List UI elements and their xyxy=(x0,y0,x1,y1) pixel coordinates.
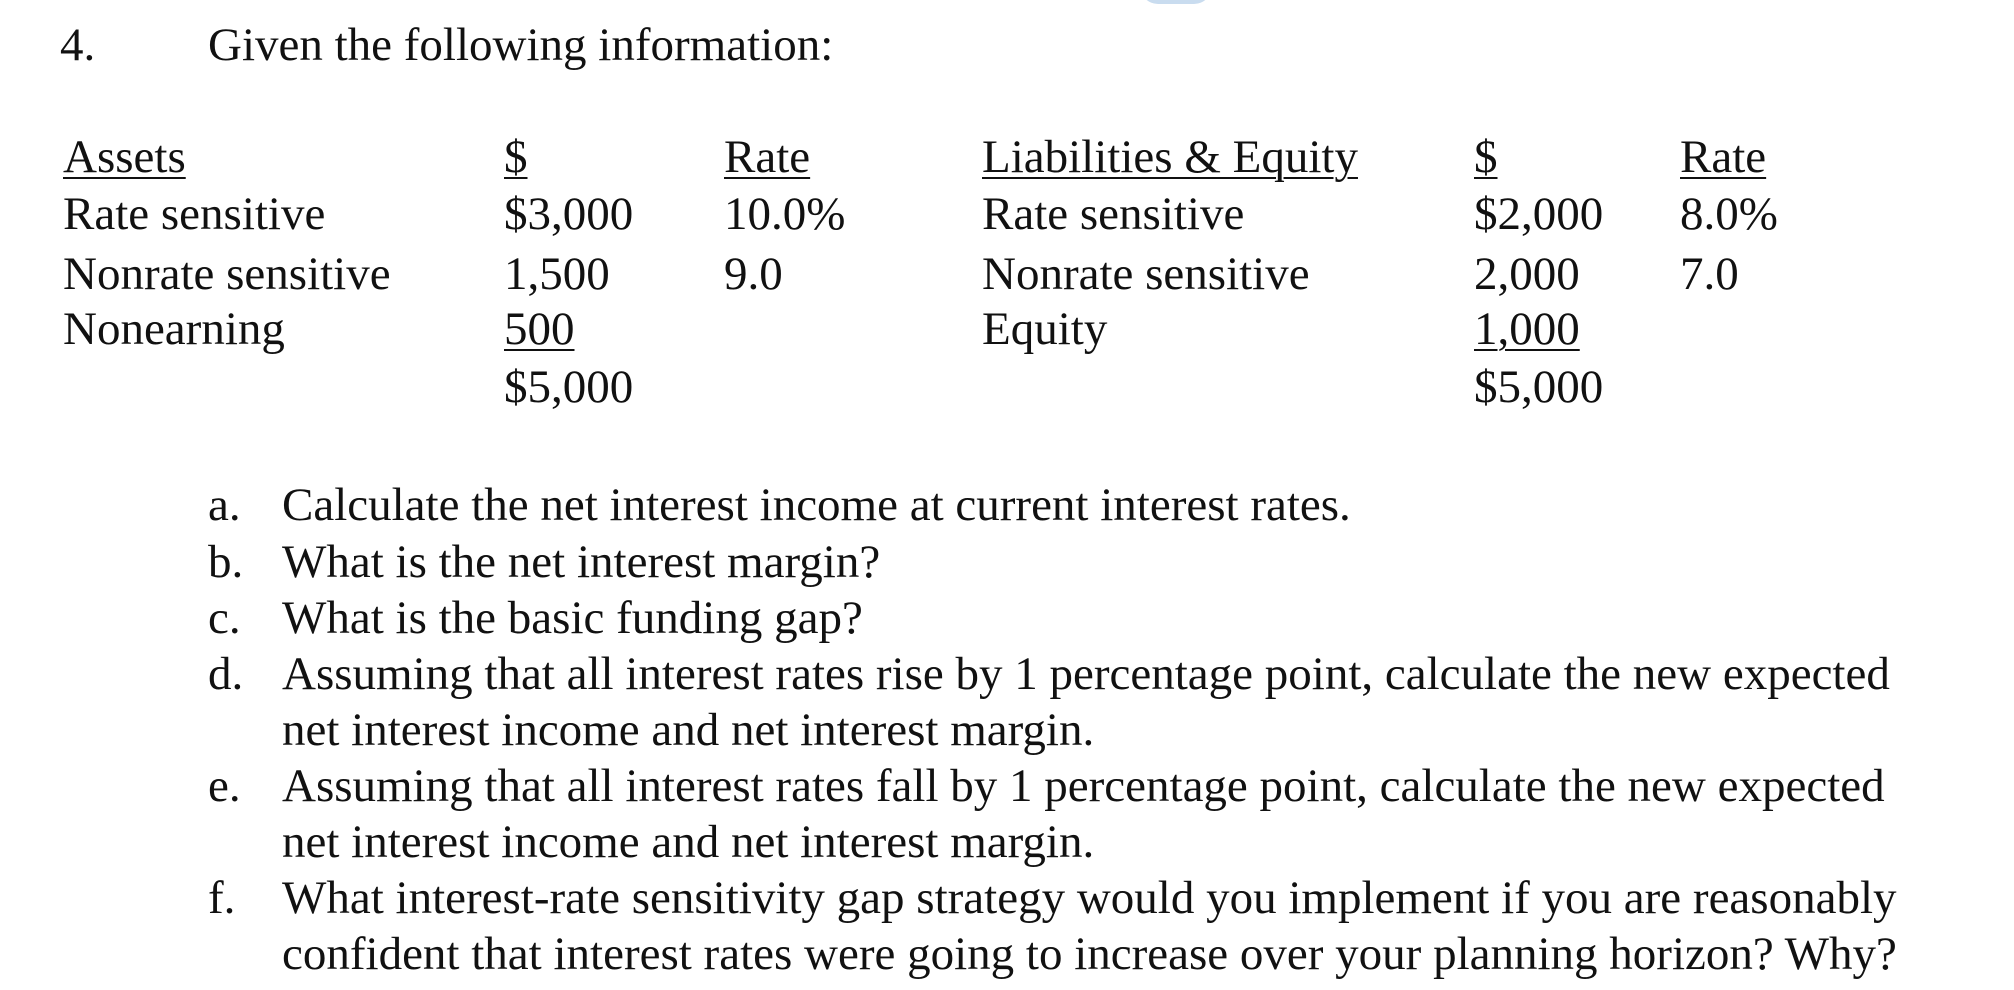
liabilities-row-label: Nonrate sensitive xyxy=(982,248,1310,300)
liabilities-row-rate: 8.0% xyxy=(1680,188,1778,240)
assets-row-amount: 500 xyxy=(504,303,575,355)
liabilities-rate-header: Rate xyxy=(1680,131,1767,183)
assets-total: $5,000 xyxy=(504,361,634,413)
assets-row-label: Nonearning xyxy=(63,303,285,355)
part-text: Assuming that all interest rates rise by 1 percentage point, calculate the new expected xyxy=(282,648,1890,700)
liabilities-row-amount: $2,000 xyxy=(1474,188,1604,240)
part-text: net interest income and net interest margin. xyxy=(282,816,1095,868)
assets-row-rate: 10.0% xyxy=(724,188,846,240)
part-marker: e. xyxy=(208,760,241,812)
part-marker: d. xyxy=(208,648,244,700)
part-text: Assuming that all interest rates fall by 1 percentage point, calculate the new expected xyxy=(282,760,1885,812)
liabilities-row-label: Rate sensitive xyxy=(982,188,1245,240)
part-text: What is the basic funding gap? xyxy=(282,592,863,644)
assets-header: Assets xyxy=(63,131,186,183)
part-text: net interest income and net interest margin. xyxy=(282,704,1095,756)
liabilities-total: $5,000 xyxy=(1474,361,1604,413)
part-text: What interest-rate sensitivity gap strategy would you implement if you are reasonably xyxy=(282,872,1897,924)
part-marker: b. xyxy=(208,536,244,588)
assets-row-rate: 9.0 xyxy=(724,248,783,300)
assets-row-label: Nonrate sensitive xyxy=(63,248,391,300)
assets-rate-header: Rate xyxy=(724,131,811,183)
liabilities-row-rate: 7.0 xyxy=(1680,248,1739,300)
assets-row-amount: $3,000 xyxy=(504,188,634,240)
liabilities-header: Liabilities & Equity xyxy=(982,131,1358,183)
part-text: confident that interest rates were going to increase over your planning horizon? Why? xyxy=(282,928,1897,980)
liabilities-row-amount: 2,000 xyxy=(1474,248,1580,300)
liabilities-row-amount: 1,000 xyxy=(1474,303,1580,355)
assets-dollar-header: $ xyxy=(504,131,528,183)
part-text: What is the net interest margin? xyxy=(282,536,881,588)
assets-row-label: Rate sensitive xyxy=(63,188,326,240)
part-text: Calculate the net interest income at current interest rates. xyxy=(282,479,1351,531)
question-number: 4. xyxy=(60,19,96,71)
part-marker: c. xyxy=(208,592,241,644)
liabilities-row-label: Equity xyxy=(982,303,1108,355)
decorative-arc xyxy=(1140,0,1212,4)
question-intro: Given the following information: xyxy=(208,19,834,71)
part-marker: f. xyxy=(208,872,236,924)
liabilities-dollar-header: $ xyxy=(1474,131,1498,183)
part-marker: a. xyxy=(208,479,241,531)
assets-row-amount: 1,500 xyxy=(504,248,610,300)
